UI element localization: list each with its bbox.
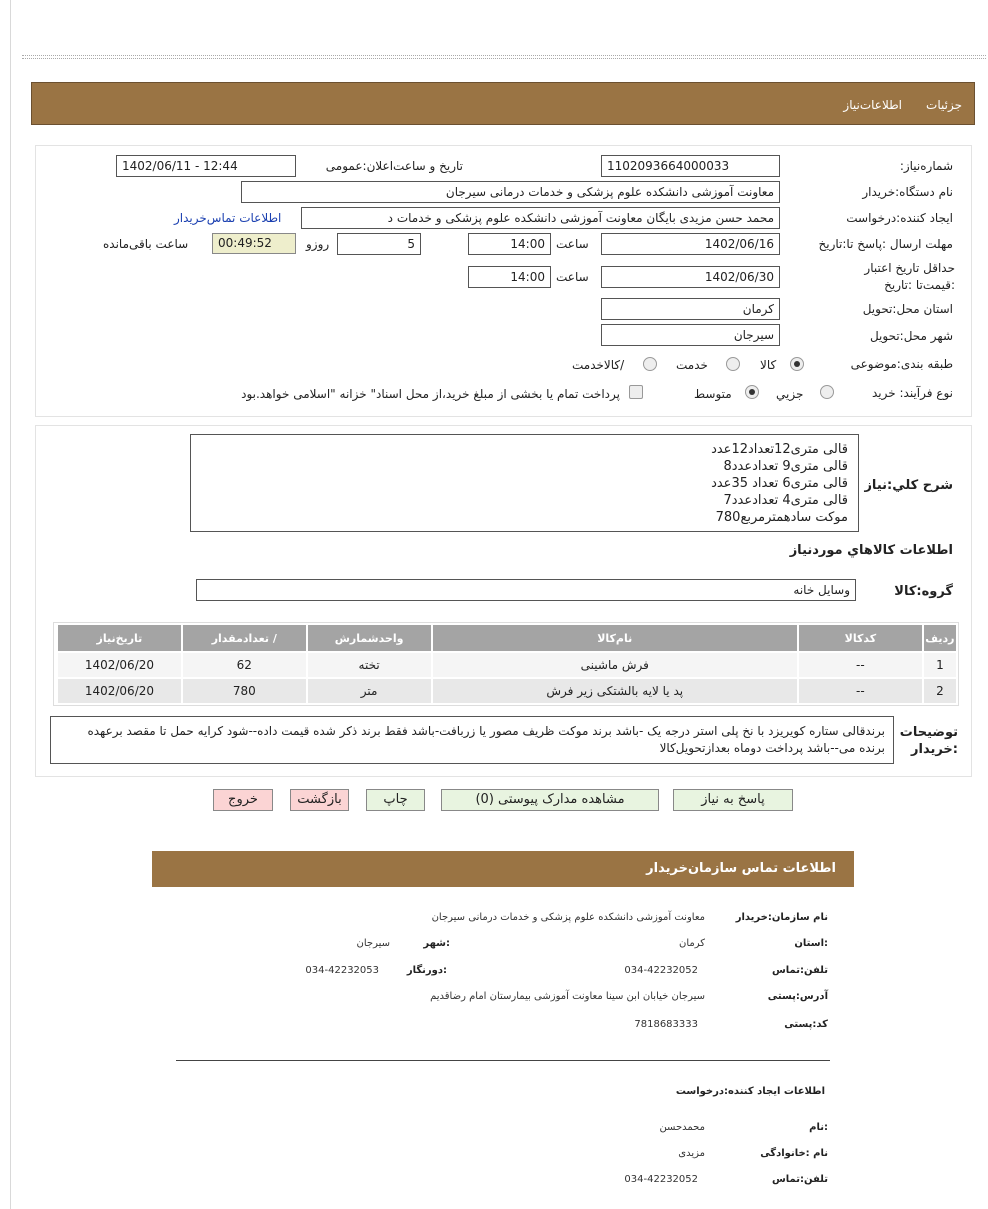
buyer-notes-box: برندقالی ستاره کویریزد با نخ پلی استر درجه یک -باشد برند موکت ظریف مصور یا زربافت-باشد فقط برند ذکر شده قیمت داده--شود کرایه حمل تا مقصد برعهده برنده می--باشد پرداخت دوماه بعدازتحویل‌کالا [50, 716, 894, 764]
deadline-time-label: ساعت [556, 237, 589, 251]
cell: پد یا لایه بالشتکی زیر فرش [433, 679, 797, 703]
print-button[interactable]: چاپ [366, 789, 425, 811]
contact-title: اطلاعات تماس سازمان‌خریدار [646, 861, 836, 876]
cell: متر [308, 679, 431, 703]
category-goods-radio[interactable] [790, 357, 804, 371]
summary-label: شرح کلي:نیاز [864, 478, 953, 493]
goods-group-label: گروه:کالا [894, 584, 953, 599]
col-name: نام‌کالا [433, 625, 797, 651]
need-number-field: 1102093664000033 [601, 155, 780, 177]
contact-address-value: سیرجان خیابان ابن سینا معاونت آموزشی بیمارستان امام رضاقدیم [430, 991, 705, 1002]
process-partial-radio[interactable] [820, 385, 834, 399]
cell: تخته [308, 653, 431, 677]
col-date: تاریخ‌نیاز [58, 625, 181, 651]
creator-label: ایجاد کننده‌:درخواست [846, 211, 953, 225]
cell: 1402/06/20 [58, 653, 181, 677]
contact-province-value: کرمان [678, 938, 705, 949]
process-medium-radio[interactable] [745, 385, 759, 399]
tab-details[interactable]: جزئیات [926, 98, 962, 112]
cell: -- [799, 653, 922, 677]
contact-fax-label: :دورنگار [406, 965, 447, 976]
treasury-payment-checkbox[interactable] [629, 385, 643, 399]
goods-group-field: وسایل خانه [196, 579, 856, 601]
contact-postal-label: کد:پستی [784, 1019, 828, 1030]
summary-line: موکت سادهمترمربع780 [715, 510, 848, 525]
col-qty: / تعدادمقدار [183, 625, 306, 651]
announce-label: تاریخ و ساعت‌اعلان:عمومی [325, 159, 463, 173]
goods-title: اطلاعات کالاهاي موردنیاز [789, 543, 953, 558]
contact-org-value: معاونت آموزشی دانشکده علوم پزشکی و خدمات درمانی سیرجان [431, 912, 705, 923]
category-goods-label: کالا [760, 358, 777, 372]
summary-line: قالی متری6 تعداد 35عدد [711, 476, 848, 491]
buyer-org-label: نام دستگاه‌:خریدار [862, 185, 953, 199]
tab-need-info[interactable]: اطلاعات‌نیاز [843, 98, 902, 112]
validity-time-label: ساعت [556, 270, 589, 284]
process-label: نوع فرآیند: خرید [872, 386, 953, 400]
cell: 1 [924, 653, 956, 677]
contact-city-value: سیرجان [356, 938, 390, 949]
contact-org-label: نام سازمان:خریدار [735, 912, 828, 923]
days-field: 5 [337, 233, 421, 255]
table-row [58, 653, 956, 677]
buyer-contact-link[interactable]: اطلاعات تماس‌خریدار [174, 211, 282, 225]
creator-phone-label: تلفن:تماس [771, 1174, 828, 1185]
province-field: کرمان [601, 298, 780, 320]
creator-name-label: :نام [809, 1122, 828, 1133]
category-both-label: /کالاخدمت [572, 358, 625, 372]
contact-phone-label: تلفن:تماس [771, 965, 828, 976]
remaining-time-label: ساعت باقی‌مانده [103, 237, 189, 251]
back-button[interactable]: بازگشت [290, 789, 349, 811]
left-border [10, 0, 11, 1209]
contact-header [152, 851, 854, 887]
contact-divider [176, 1060, 830, 1061]
validity-label: حداقل تاریخ اعتبار :قیمت‌تا :تاریخ [864, 261, 955, 292]
remaining-time-counter: 00:49:52 [212, 233, 296, 254]
category-label: طبقه بندی:موضوعی [850, 357, 953, 371]
creator-field: محمد حسن مزیدی بایگان معاونت آموزشی دانشکده علوم پزشکی و خدمات د [301, 207, 780, 229]
process-medium-label: متوسط [694, 387, 732, 401]
contact-phone-value: 034-42232052 [624, 965, 698, 976]
creator-phone-value: 034-42232052 [624, 1174, 698, 1185]
cell: 1402/06/20 [58, 679, 181, 703]
cell: 780 [183, 679, 306, 703]
goods-table [56, 623, 958, 705]
summary-line: قالی متری12تعداد12عدد [711, 442, 848, 457]
contact-province-label: :استان [794, 938, 828, 949]
buyer-org-field: معاونت آموزشی دانشکده علوم پزشکی و خدمات درمانی سیرجان [241, 181, 780, 203]
contact-fax-value: 034-42232053 [305, 965, 379, 976]
validity-date-field: 1402/06/30 [601, 266, 780, 288]
cell: 2 [924, 679, 956, 703]
city-label: شهر محل:تحویل [869, 329, 953, 343]
category-service-radio[interactable] [726, 357, 740, 371]
col-unit: واحدشمارش [308, 625, 431, 651]
top-divider [22, 55, 986, 59]
deadline-label: مهلت ارسال :پاسخ تا:تاریخ [818, 237, 953, 251]
reply-button[interactable]: پاسخ به نیاز [673, 789, 793, 811]
treasury-payment-note: پرداخت تمام یا بخشی از مبلغ خرید،از محل اسناد" خزانه "اسلامی خواهد.بود [241, 387, 620, 401]
buyer-notes-label: توضیحات :خریدار [899, 725, 958, 757]
deadline-time-field: 14:00 [468, 233, 551, 255]
summary-line: قالی متری9 تعدادعدد8 [723, 459, 848, 474]
creator-family-value: مزیدی [678, 1148, 705, 1159]
contact-postal-value: 7818683333 [634, 1019, 698, 1030]
contact-city-label: :شهر [423, 938, 450, 949]
category-service-label: خدمت [676, 358, 708, 372]
process-partial-label: جزیي [776, 387, 804, 401]
goods-table-wrap [53, 622, 959, 706]
announce-datetime-field: 1402/06/11 - 12:44 [116, 155, 296, 177]
details-header [31, 82, 975, 125]
table-row [58, 679, 956, 703]
creator-name-value: محمدحسن [659, 1122, 705, 1133]
summary-box [190, 434, 859, 532]
creator-info-title: اطلاعات ایجاد کننده:درخواست [675, 1086, 825, 1097]
need-number-label: شماره‌نیاز: [899, 159, 953, 173]
creator-family-label: نام :خانوادگی [760, 1148, 828, 1159]
cell: فرش ماشینی [433, 653, 797, 677]
col-code: کدکالا [799, 625, 922, 651]
col-row: ردیف [924, 625, 956, 651]
city-field: سیرجان [601, 324, 780, 346]
cell: 62 [183, 653, 306, 677]
view-attachments-button[interactable]: مشاهده مدارک پیوستی (0) [441, 789, 659, 811]
exit-button[interactable]: خروج [213, 789, 273, 811]
cell: -- [799, 679, 922, 703]
contact-address-label: آدرس:پستی [767, 991, 828, 1002]
category-both-radio[interactable] [643, 357, 657, 371]
province-label: استان محل:تحویل [862, 302, 953, 316]
days-label: روزو [306, 237, 330, 251]
goods-table-header [58, 625, 956, 651]
deadline-date-field: 1402/06/16 [601, 233, 780, 255]
validity-time-field: 14:00 [468, 266, 551, 288]
summary-line: قالی متری4 تعدادعدد7 [723, 493, 848, 508]
